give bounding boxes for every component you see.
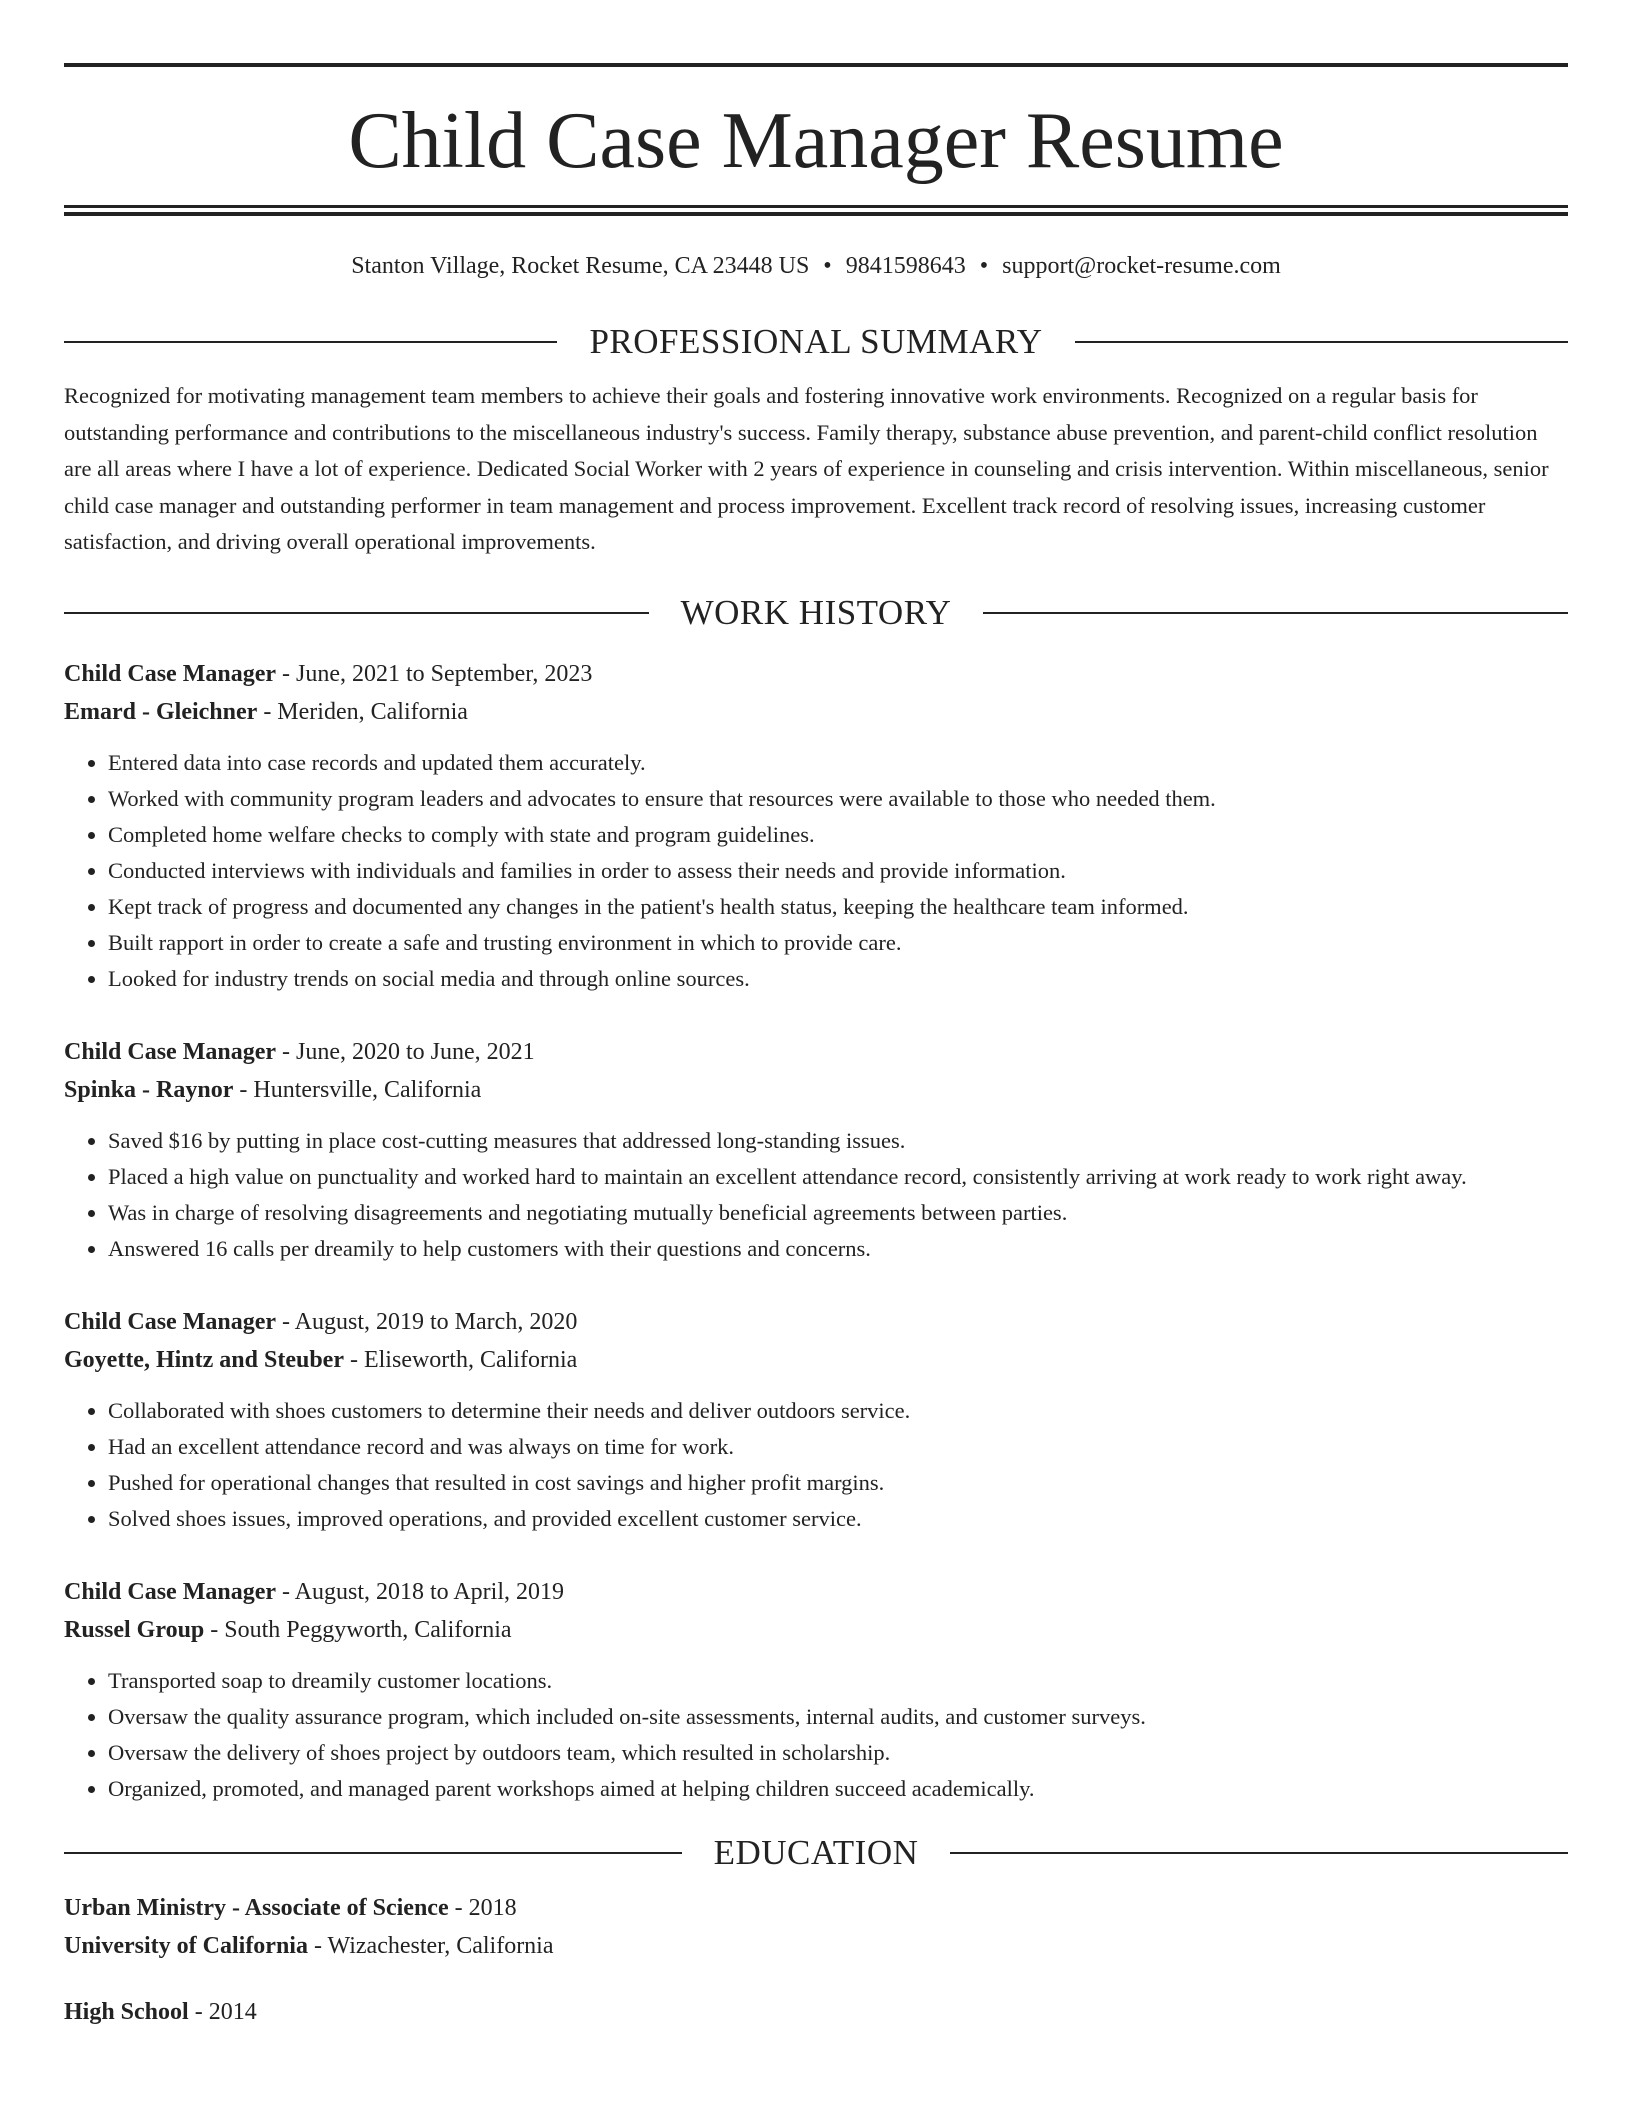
job-title: Child Case Manager (64, 1308, 276, 1335)
resume-title: Child Case Manager Resume (348, 97, 1284, 185)
job-company-line (64, 1611, 1568, 1649)
job-bullet: • Was in charge of resolving disagreements and negotiating mutually beneficial agreements between parties. (108, 1195, 1568, 1231)
contact-address: Stanton Village, Rocket Resume, CA 23448 US (351, 253, 810, 279)
education-location: - Wizachester, California (307, 1932, 554, 1959)
job-bullet: • Solved shoes issues, improved operations, and provided excellent customer service. (108, 1501, 1568, 1537)
job-title-line (64, 655, 1568, 693)
job-bullet: • Worked with community program leaders and advocates to ensure that resources were available to those who needed them. (108, 781, 1568, 817)
job-company: Spinka - Raynor (64, 1076, 234, 1103)
heading-rule (64, 612, 649, 614)
heading-rule (64, 1852, 682, 1854)
job-bullet: • Conducted interviews with individuals and families in order to assess their needs and provide information. (108, 853, 1568, 889)
job-title: Child Case Manager (64, 1038, 276, 1065)
job-bullet: • Built rapport in order to create a safe and trusting environment in which to provide care. (108, 925, 1568, 961)
job-entry (64, 655, 1568, 997)
job-company: Goyette, Hintz and Steuber (64, 1346, 344, 1373)
job-bullet-list (64, 1663, 1568, 1807)
work-history-list (64, 655, 1568, 1807)
job-bullet: • Entered data into case records and updated them accurately. (108, 745, 1568, 781)
job-entry (64, 1303, 1568, 1537)
job-dates: - August, 2018 to April, 2019 (276, 1578, 565, 1605)
job-company: Russel Group (64, 1616, 205, 1643)
education-school: University of California (64, 1932, 308, 1959)
heading-rule (1075, 341, 1568, 343)
job-bullet: • Oversaw the quality assurance program, which included on-site assessments, internal audits, and customer surveys. (108, 1699, 1568, 1735)
section-title: EDUCATION (713, 1832, 919, 1872)
job-bullet: • Pushed for operational changes that resulted in cost savings and higher profit margins. (108, 1465, 1568, 1501)
job-title-line (64, 1303, 1568, 1341)
education-entry (64, 1993, 1568, 2031)
job-title-line (64, 1573, 1568, 1611)
section-heading-education (64, 1829, 1568, 1877)
section-title: WORK HISTORY (680, 592, 952, 632)
title-double-rule (64, 205, 1568, 216)
job-bullet: • Completed home welfare checks to comply with state and program guidelines. (108, 817, 1568, 853)
job-entry (64, 1573, 1568, 1807)
job-location: - Meriden, California (257, 698, 468, 725)
job-bullet-list (64, 745, 1568, 997)
contact-email: support@rocket-resume.com (1002, 253, 1281, 279)
job-dates: - August, 2019 to March, 2020 (276, 1308, 578, 1335)
job-bullet-list (64, 1123, 1568, 1267)
job-bullet: • Looked for industry trends on social media and through online sources. (108, 961, 1568, 997)
job-location: - South Peggyworth, California (204, 1616, 512, 1643)
job-bullet: • Organized, promoted, and managed parent workshops aimed at helping children succeed academically. (108, 1771, 1568, 1807)
top-rule (64, 63, 1568, 67)
heading-rule (64, 341, 557, 343)
education-year: - 2014 (188, 1998, 257, 2025)
education-degree-line (64, 1889, 1568, 1927)
heading-rule (950, 1852, 1568, 1854)
job-entry (64, 1033, 1568, 1267)
job-bullet-list (64, 1393, 1568, 1537)
education-school-line (64, 1927, 1568, 1965)
job-bullet: • Transported soap to dreamily customer locations. (108, 1663, 1568, 1699)
section-heading-work-history (64, 589, 1568, 637)
job-dates: - June, 2020 to June, 2021 (276, 1038, 535, 1065)
section-heading-summary (64, 318, 1568, 366)
job-bullet: • Kept track of progress and documented any changes in the patient's health status, keeping the healthcare team informed. (108, 889, 1568, 925)
heading-rule (983, 612, 1568, 614)
education-degree: High School (64, 1998, 189, 2025)
job-location: - Eliseworth, California (343, 1346, 578, 1373)
education-year: - 2018 (448, 1894, 517, 1921)
section-title: PROFESSIONAL SUMMARY (589, 322, 1043, 361)
education-degree-line (64, 1993, 1568, 2031)
contact-line (64, 250, 1568, 282)
job-company-line (64, 693, 1568, 731)
job-bullet: • Had an excellent attendance record and was always on time for work. (108, 1429, 1568, 1465)
job-company-line (64, 1071, 1568, 1109)
education-entry (64, 1889, 1568, 1965)
job-location: - Huntersville, California (233, 1076, 482, 1103)
job-bullet: • Answered 16 calls per dreamily to help customers with their questions and concerns. (108, 1231, 1568, 1267)
contact-separator: • (823, 253, 832, 279)
job-bullet: • Saved $16 by putting in place cost-cutting measures that addressed long-standing issues. (108, 1123, 1568, 1159)
job-title-line (64, 1033, 1568, 1071)
contact-phone: 9841598643 (845, 253, 966, 279)
job-title: Child Case Manager (64, 660, 276, 687)
contact-separator: • (979, 253, 989, 279)
job-dates: - June, 2021 to September, 2023 (276, 660, 593, 687)
job-company: Emard - Gleichner (64, 698, 258, 725)
job-bullet: • Collaborated with shoes customers to determine their needs and deliver outdoors service. (108, 1393, 1568, 1429)
education-list (64, 1889, 1568, 2031)
job-bullet: • Oversaw the delivery of shoes project by outdoors team, which resulted in scholarship. (108, 1735, 1568, 1771)
education-degree: Urban Ministry - Associate of Science (64, 1894, 449, 1921)
job-title: Child Case Manager (64, 1578, 276, 1605)
job-company-line (64, 1341, 1568, 1379)
summary-text: Recognized for motivating management team members to achieve their goals and fostering innovative work environments. Recognized on a regular basis for outstanding performance and contributions to the miscellaneous industry's success. Family therapy, substance abuse prevention, and parent-child conflict resolution are all areas where I have a lot of experience. Dedicated Social Worker with 2 years of experience in counseling and crisis intervention. Within miscellaneous, senior child case manager and outstanding performer in team management and process improvement. Excellent track record of resolving issues, increasing customer satisfaction, and driving overall operational improvements. (64, 383, 1549, 554)
job-bullet: • Placed a high value on punctuality and worked hard to maintain an excellent attendance record, consistently arriving at work ready to work right away. (108, 1159, 1568, 1195)
